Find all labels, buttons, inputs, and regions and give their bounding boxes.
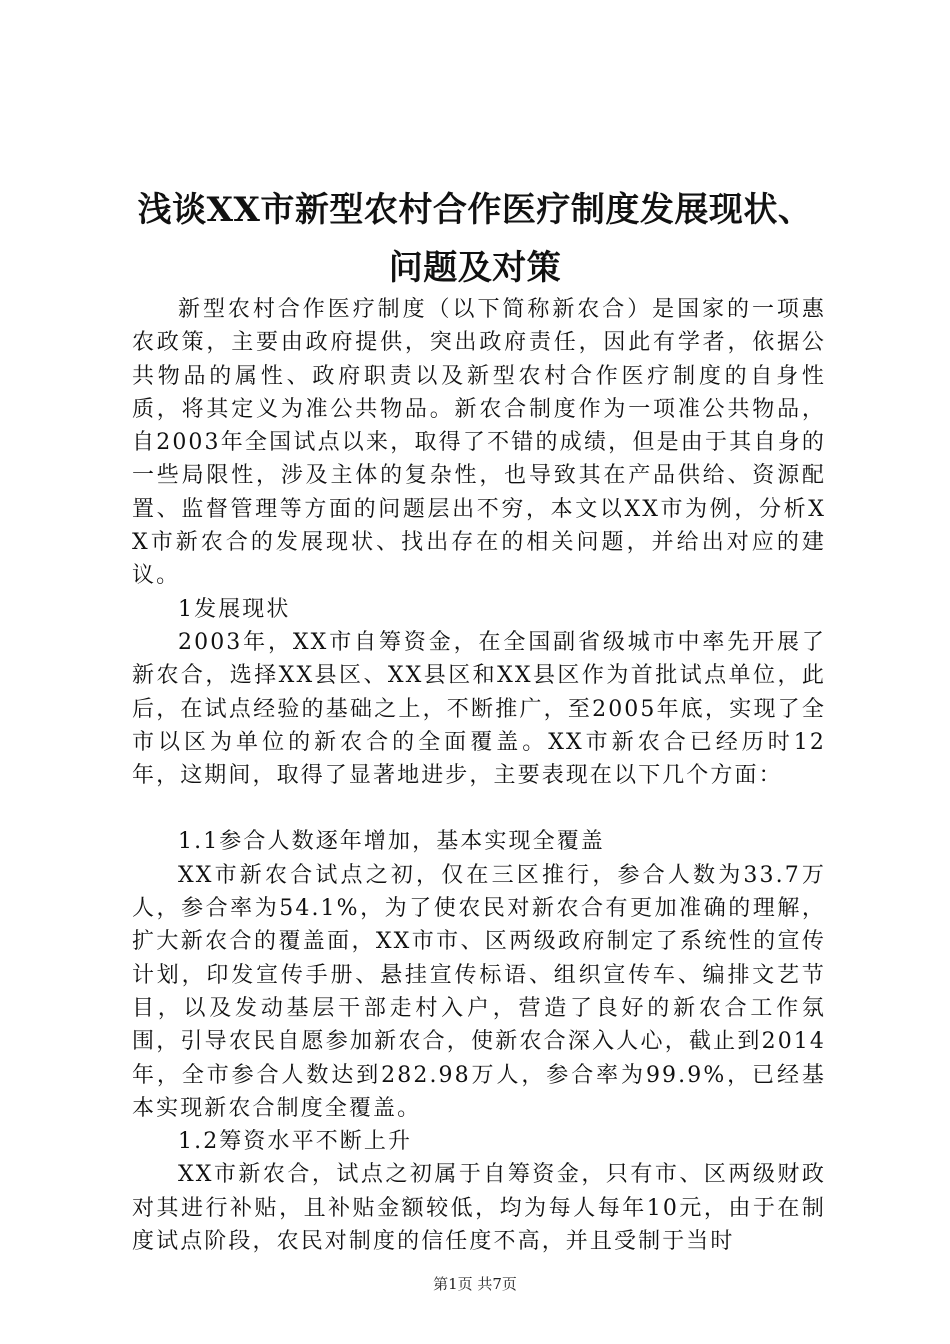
- section-1-paragraph: 2003年，XX市自筹资金，在全国副省级城市中率先开展了新农合，选择XX县区、XX县区和XX县区作为首批试点单位，此后，在试点经验的基础之上，不断推广，至2005年底，实现了全市以区为单位的新农合的全面覆盖。XX市新农合已经历时12年，这期间，取得了显著地进步，主要表现在以下几个方面：: [132, 629, 826, 789]
- subsection-1-1-paragraph: XX市新农合试点之初，仅在三区推行，参合人数为33.7万人，参合率为54.1%，为了使农民对新农合有更加准确的理解，扩大新农合的覆盖面，XX市市、区两级政府制定了系统性的宣传计划，印发宣传手册、悬挂宣传标语、组织宣传车、编排文艺节目，以及发动基层干部走村入户，营造了良好的新农合工作氛围，引导农民自愿参加新农合，使新农合深入人心，截止到2014年，全市参合人数达到282.98万人，参合率为99.9%，已经基本实现新农合制度全覆盖。: [132, 862, 826, 1121]
- subsection-1-2-paragraph: XX市新农合，试点之初属于自筹资金，只有市、区两级财政对其进行补贴，且补贴金额较低，均为每人每年10元，由于在制度试点阶段，农民对制度的信任度不高，并且受制于当时: [132, 1162, 826, 1255]
- subsection-heading-1-2: 1.2筹资水平不断上升: [178, 1129, 413, 1155]
- subsection-heading-1-1: 1.1参合人数逐年增加，基本实现全覆盖: [178, 829, 605, 855]
- section-heading-1: 1发展现状: [178, 596, 291, 622]
- intro-paragraph: 新型农村合作医疗制度（以下简称新农合）是国家的一项惠农政策，主要由政府提供，突出政府责任，因此有学者，依据公共物品的属性、政府职责以及新型农村合作医疗制度的自身性质，将其定义为准公共物品。新农合制度作为一项准公共物品，自2003年全国试点以来，取得了不错的成绩，但是由于其自身的一些局限性，涉及主体的复杂性，也导致其在产品供给、资源配置、监督管理等方面的问题层出不穷，本文以XX市为例，分析XX市新农合的发展现状、找出存在的相关问题，并给出对应的建议。: [132, 297, 826, 589]
- document-body: [132, 293, 826, 1258]
- page-footer: 第1页 共7页: [433, 1275, 517, 1293]
- document-title-line-2: 问题及对策: [388, 248, 562, 288]
- document-title-line-1: 浅谈XX市新型农村合作医疗制度发展现状、: [137, 190, 813, 230]
